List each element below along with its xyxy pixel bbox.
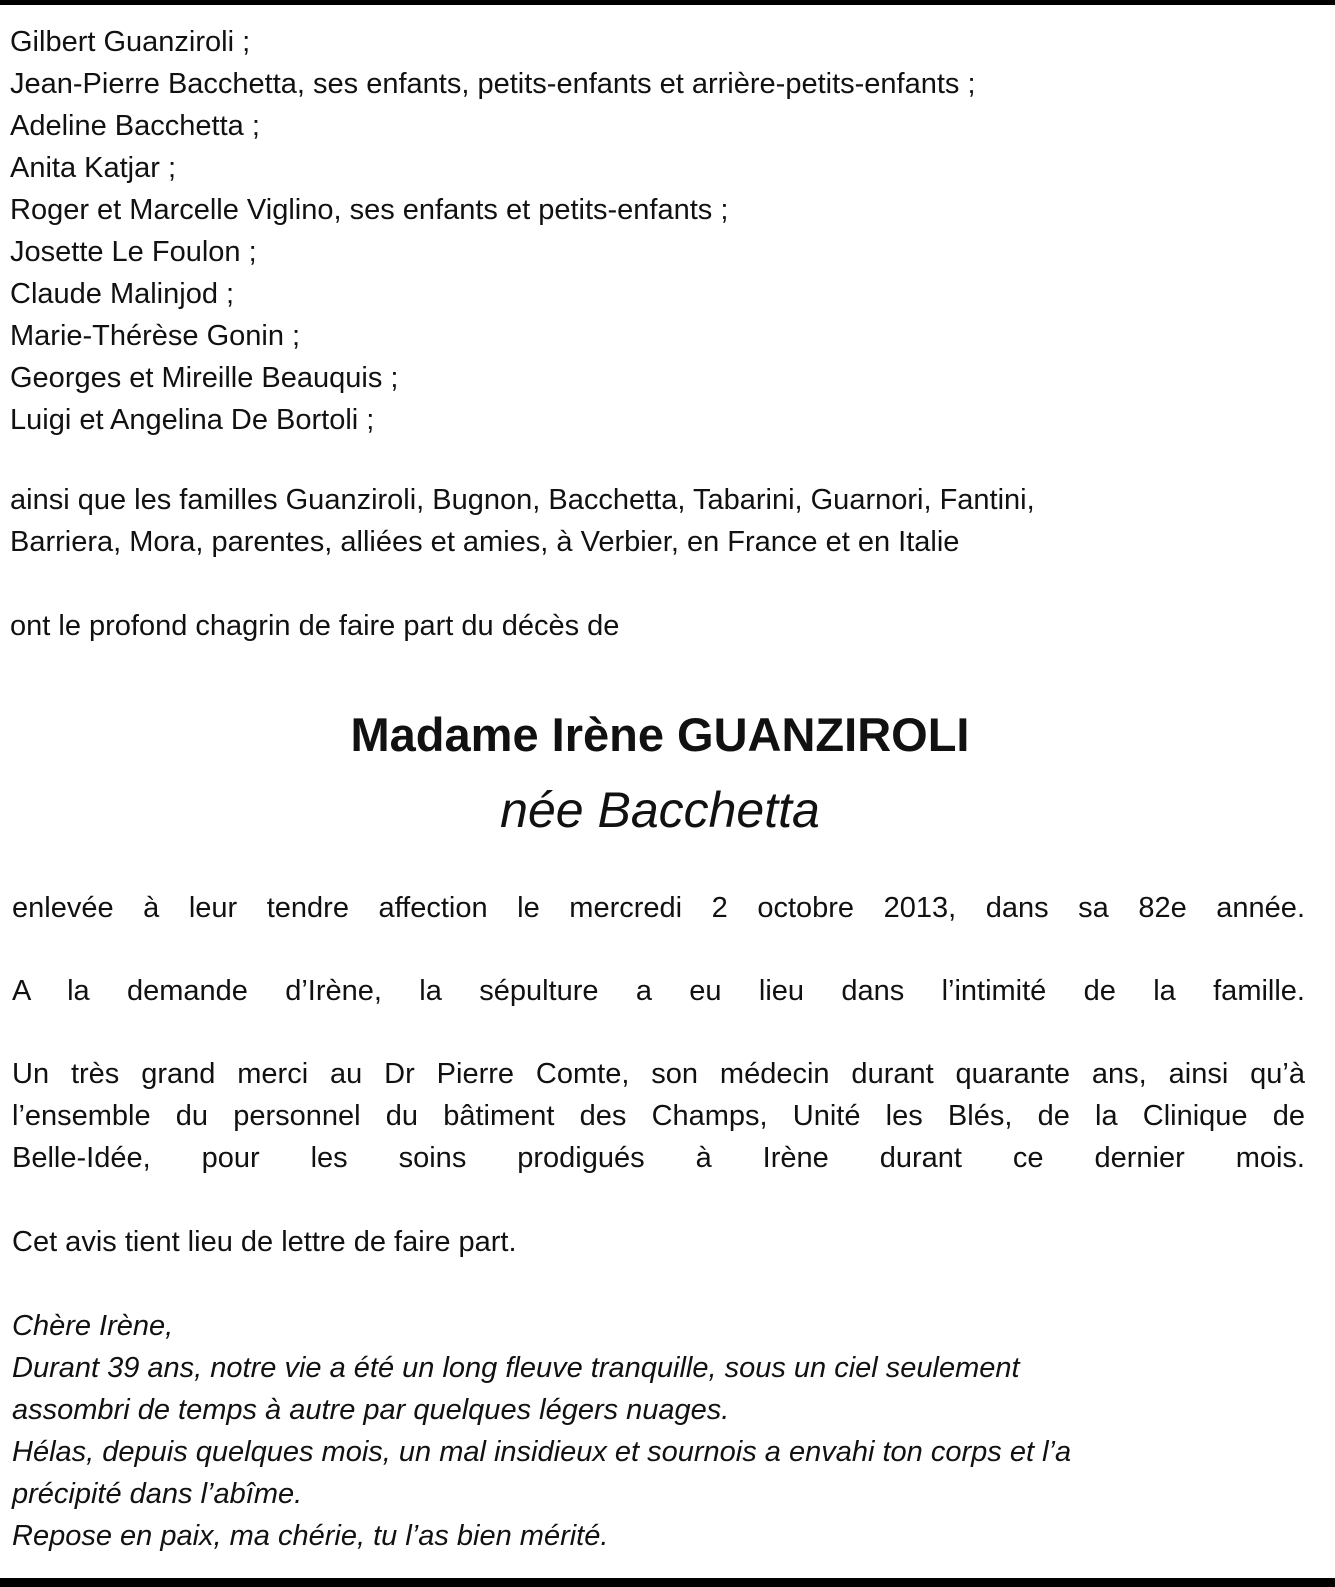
mourner-line: Marie-Thérèse Gonin ; (10, 320, 301, 352)
top-border-rule (0, 0, 1335, 5)
death-line: enlevée à leur tendre affection le mercredi 2 octobre 2013, dans sa 82e année. (12, 892, 1305, 924)
thanks-line: l’ensemble du personnel du bâtiment des Champs, Unité les Blés, de la Clinique de (12, 1100, 1305, 1132)
thanks-line: Un très grand merci au Dr Pierre Comte, son médecin durant quarante ans, ainsi qu’à (12, 1058, 1305, 1090)
families-line: Barriera, Mora, parentes, alliées et amies, à Verbier, en France et en Italie (10, 526, 960, 558)
mourner-line: Georges et Mireille Beauquis ; (10, 362, 399, 394)
mourner-line: Jean-Pierre Bacchetta, ses enfants, petits-enfants et arrière-petits-enfants ; (10, 68, 976, 100)
families-paragraph (10, 479, 1035, 563)
message-line: Chère Irène, (12, 1310, 174, 1342)
mourner-line: Luigi et Angelina De Bortoli ; (10, 404, 375, 436)
families-line: ainsi que les familles Guanziroli, Bugnon, Bacchetta, Tabarini, Guarnori, Fantini, (10, 484, 1035, 516)
announcement: ont le profond chagrin de faire part du décès de (10, 610, 620, 642)
bottom-border-rule (0, 1578, 1335, 1587)
mourner-line: Josette Le Foulon ; (10, 236, 257, 268)
notice-line: Cet avis tient lieu de lettre de faire part. (12, 1226, 517, 1258)
message-line: Hélas, depuis quelques mois, un mal insidieux et sournois a envahi ton corps et l’a (12, 1436, 1072, 1468)
thanks-paragraph (12, 1053, 1305, 1179)
burial-line: A la demande d’Irène, la sépulture a eu lieu dans l’intimité de la famille. (12, 975, 1305, 1007)
mourner-line: Claude Malinjod ; (10, 278, 235, 310)
mourner-line: Anita Katjar ; (10, 152, 177, 184)
deceased-name: Madame Irène GUANZIROLI (350, 708, 970, 761)
mourner-line: Roger et Marcelle Viglino, ses enfants et petits-enfants ; (10, 194, 729, 226)
message-line: assombri de temps à autre par quelques légers nuages. (12, 1394, 730, 1426)
personal-message (12, 1305, 1071, 1557)
mourners-list (10, 21, 976, 441)
message-line: Durant 39 ans, notre vie a été un long fleuve tranquille, sous un ciel seulement (12, 1352, 1020, 1384)
deceased-maiden-name: née Bacchetta (500, 782, 820, 838)
message-line: précipité dans l’abîme. (12, 1478, 303, 1510)
mourner-line: Gilbert Guanziroli ; (10, 26, 251, 58)
mourner-line: Adeline Bacchetta ; (10, 110, 260, 142)
thanks-line: Belle-Idée, pour les soins prodigués à Irène durant ce dernier mois. (12, 1142, 1305, 1174)
message-line: Repose en paix, ma chérie, tu l’as bien mérité. (12, 1520, 609, 1552)
